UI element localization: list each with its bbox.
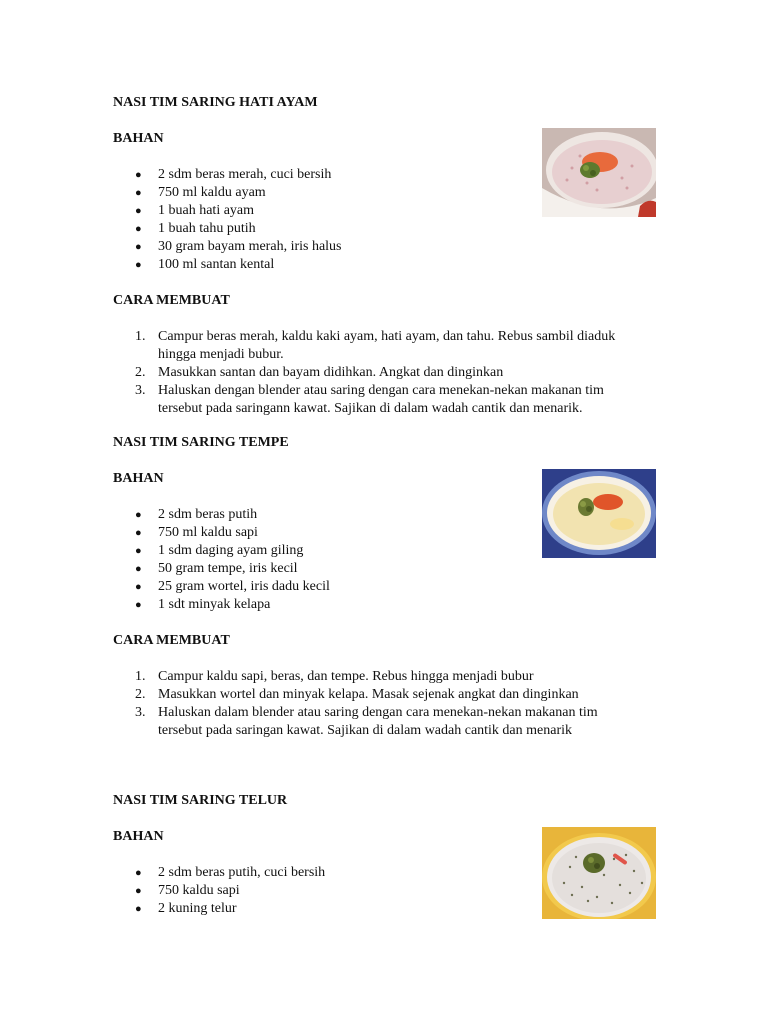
list-item bbox=[113, 578, 658, 596]
ingredient-text: 2 kuning telur bbox=[158, 901, 237, 916]
cara-membuat-heading: CARA MEMBUAT bbox=[113, 633, 230, 648]
list-item bbox=[113, 560, 658, 578]
recipe-title: NASI TIM SARING HATI AYAM bbox=[113, 95, 318, 110]
ingredient-text: 1 sdm daging ayam giling bbox=[158, 543, 304, 558]
list-item bbox=[113, 596, 658, 614]
cara-membuat-heading: CARA MEMBUAT bbox=[113, 293, 230, 308]
step-line: Campur kaldu sapi, beras, dan tempe. Rebus hingga menjadi bubur bbox=[158, 669, 534, 684]
step-item bbox=[113, 364, 658, 382]
ingredient-text: 750 ml kaldu ayam bbox=[158, 185, 266, 200]
bahan-heading: BAHAN bbox=[113, 131, 164, 146]
step-line: hingga menjadi bubur. bbox=[158, 347, 284, 362]
ingredient-text: 750 ml kaldu sapi bbox=[158, 525, 258, 540]
bullet-icon: ● bbox=[135, 581, 142, 593]
step-line: Masukkan santan dan bayam didihkan. Angkat dan dinginkan bbox=[158, 365, 504, 380]
bullet-icon: ● bbox=[135, 223, 142, 235]
bullet-icon: ● bbox=[135, 545, 142, 557]
ingredient-text: 2 sdm beras putih bbox=[158, 507, 258, 522]
bullet-icon: ● bbox=[135, 563, 142, 575]
bullet-icon: ● bbox=[135, 903, 142, 915]
step-line: Masukkan wortel dan minyak kelapa. Masak sejenak angkat dan dinginkan bbox=[158, 687, 579, 702]
steps-list bbox=[113, 668, 658, 740]
ingredient-text: 750 kaldu sapi bbox=[158, 883, 240, 898]
bullet-icon: ● bbox=[135, 169, 142, 181]
bullet-icon: ● bbox=[135, 885, 142, 897]
bullet-icon: ● bbox=[135, 867, 142, 879]
step-number: 2. bbox=[135, 687, 146, 702]
recipe-title: NASI TIM SARING TELUR bbox=[113, 793, 288, 808]
step-line: tersebut pada saringann kawat. Sajikan di dalam wadah cantik dan menarik. bbox=[158, 401, 583, 416]
steps-list bbox=[113, 328, 658, 418]
step-item bbox=[113, 668, 658, 686]
bullet-icon: ● bbox=[135, 187, 142, 199]
step-line: Haluskan dalam blender atau saring dengan cara menekan-nekan makanan tim bbox=[158, 705, 598, 720]
food-photo-telur bbox=[542, 827, 656, 919]
step-number: 1. bbox=[135, 329, 146, 344]
step-item bbox=[113, 328, 658, 364]
ingredient-text: 1 sdt minyak kelapa bbox=[158, 597, 271, 612]
step-item bbox=[113, 686, 658, 704]
list-item bbox=[113, 238, 658, 256]
ingredient-text: 2 sdm beras putih, cuci bersih bbox=[158, 865, 326, 880]
ingredient-text: 1 buah hati ayam bbox=[158, 203, 255, 218]
ingredient-text: 30 gram bayam merah, iris halus bbox=[158, 239, 342, 254]
bullet-icon: ● bbox=[135, 599, 142, 611]
step-number: 2. bbox=[135, 365, 146, 380]
ingredient-text: 50 gram tempe, iris kecil bbox=[158, 561, 298, 576]
bullet-icon: ● bbox=[135, 509, 142, 521]
food-photo-hati-ayam bbox=[542, 128, 656, 217]
step-number: 1. bbox=[135, 669, 146, 684]
ingredient-text: 1 buah tahu putih bbox=[158, 221, 256, 236]
bullet-icon: ● bbox=[135, 527, 142, 539]
step-item bbox=[113, 704, 658, 740]
ingredient-text: 25 gram wortel, iris dadu kecil bbox=[158, 579, 330, 594]
food-photo-tempe bbox=[542, 469, 656, 558]
bullet-icon: ● bbox=[135, 259, 142, 271]
bahan-heading: BAHAN bbox=[113, 829, 164, 844]
list-item bbox=[113, 256, 658, 274]
step-line: Haluskan dengan blender atau saring dengan cara menekan-nekan makanan tim bbox=[158, 383, 604, 398]
list-item bbox=[113, 220, 658, 238]
step-line: Campur beras merah, kaldu kaki ayam, hati ayam, dan tahu. Rebus sambil diaduk bbox=[158, 329, 616, 344]
step-item bbox=[113, 382, 658, 418]
step-number: 3. bbox=[135, 705, 146, 720]
bahan-heading: BAHAN bbox=[113, 471, 164, 486]
bullet-icon: ● bbox=[135, 241, 142, 253]
recipe-title: NASI TIM SARING TEMPE bbox=[113, 435, 289, 450]
bullet-icon: ● bbox=[135, 205, 142, 217]
step-number: 3. bbox=[135, 383, 146, 398]
ingredient-text: 100 ml santan kental bbox=[158, 257, 275, 272]
ingredient-text: 2 sdm beras merah, cuci bersih bbox=[158, 167, 332, 182]
step-line: tersebut pada saringan kawat. Sajikan di dalam wadah cantik dan menarik bbox=[158, 723, 573, 738]
